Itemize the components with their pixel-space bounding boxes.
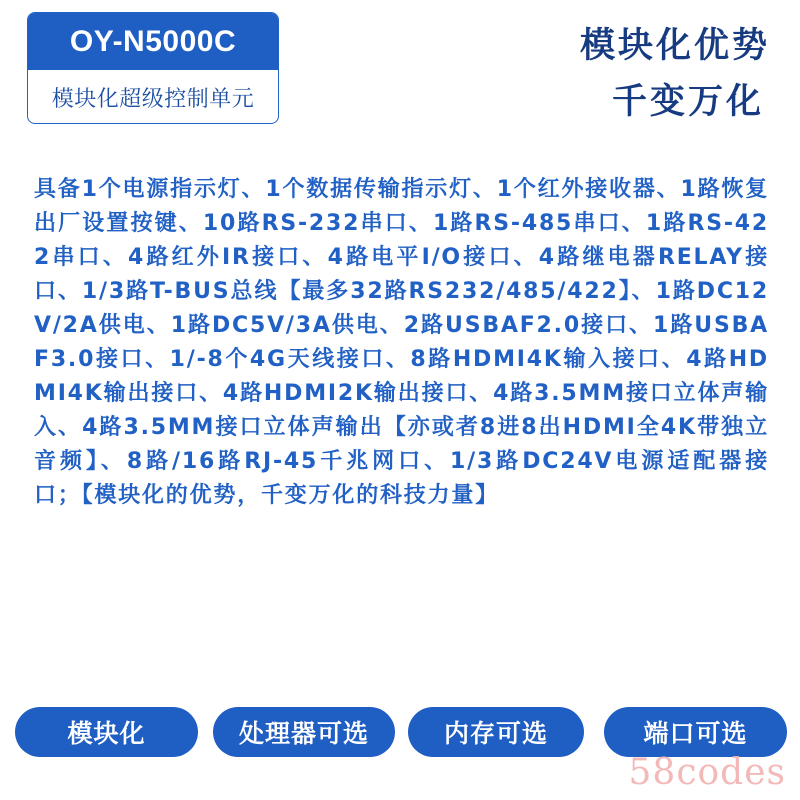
feature-description: 具备1个电源指示灯、1个数据传输指示灯、1个红外接收器、1路恢复出厂设置按键、10路RS-232串口、1路RS-485串口、1路RS-422串口、4路红外IR接口、4路电平I/O接口、4路继电器RELAY接口、1/3路T-BUS总线【最多32路RS232/485/422】、1路DC12V/2A供电、1路DC5V/3A供电、2路USBAF2.0接口、1路USBAF3.0接口、1/-8个4G天线接口、8路HDMI4K输入接口、4路HDMI4K输出接口、4路HDMI2K输出接口、4路3.5MM接口立体声输入、4路3.5MM接口立体声输出【亦或者8进8出HDMI全4K带独立音频】、8路/16路RJ-45千兆网口、1/3路DC24V电源适配器接口；【模块化的优势，千变万化的科技力量】 [34, 177, 769, 508]
feature-pill-modular: 模块化 [15, 707, 198, 757]
feature-pill-processor: 处理器可选 [213, 707, 395, 757]
feature-pill-memory: 内存可选 [408, 707, 584, 757]
feature-pill-ports: 端口可选 [604, 707, 787, 757]
product-model: OY-N5000C [28, 13, 278, 70]
slogan-modular-advantage: 模块化优势 [579, 26, 770, 66]
product-subtitle: 模块化超级控制单元 [51, 87, 255, 112]
watermark: 58codes [628, 752, 786, 793]
slogan-ever-changing: 千变万化 [611, 82, 764, 122]
product-card [27, 12, 279, 124]
